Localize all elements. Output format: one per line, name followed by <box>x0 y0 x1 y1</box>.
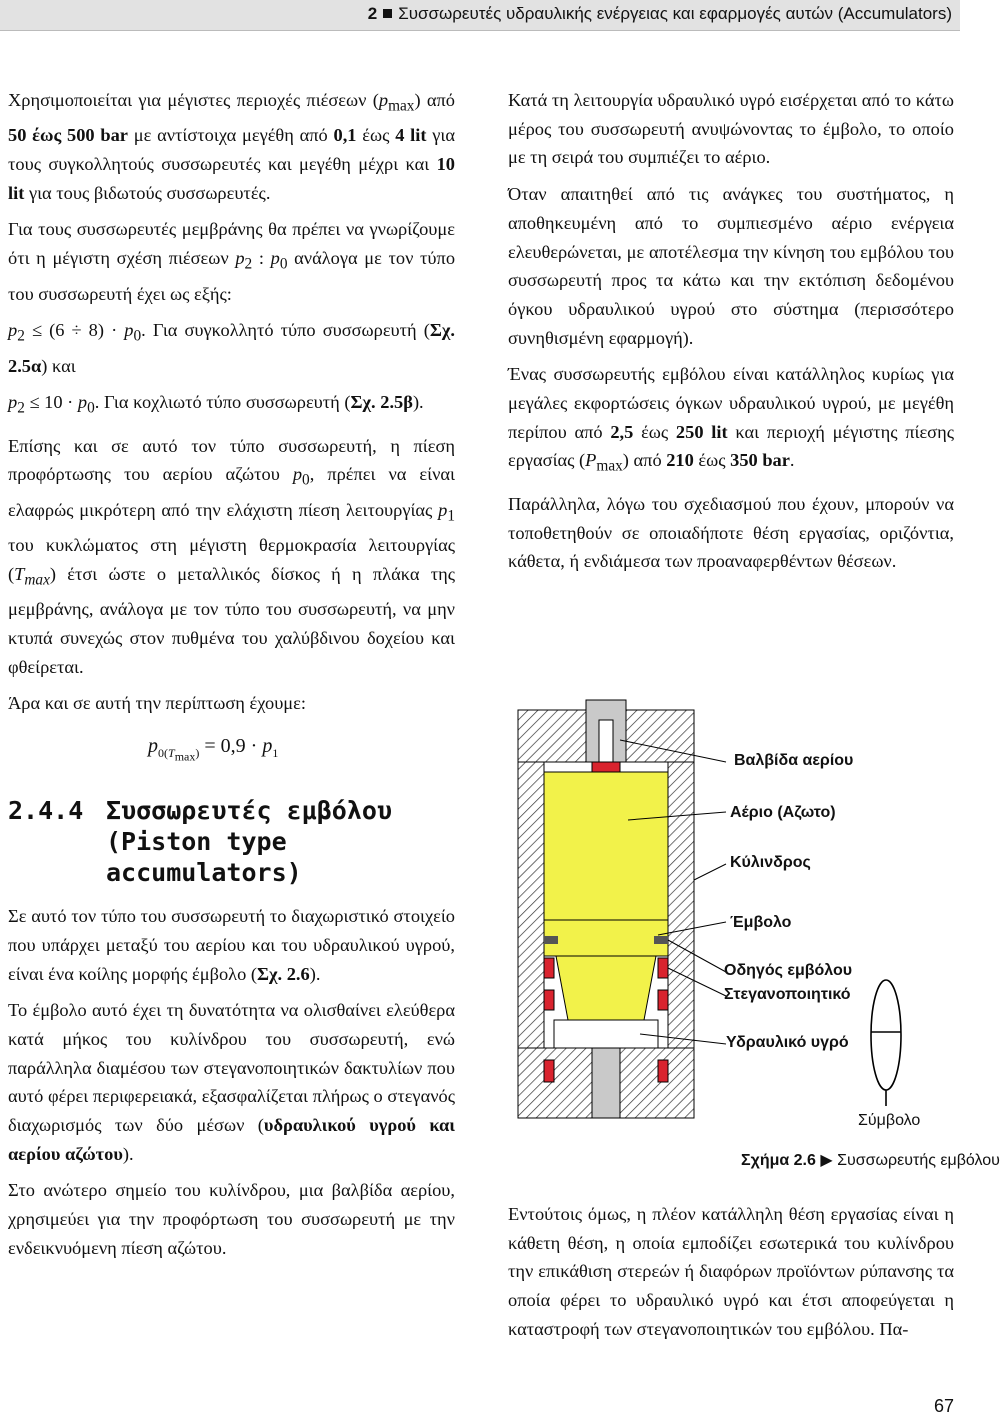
section-heading <box>8 795 455 888</box>
paragraph: Επίσης και σε αυτό τον τύπο συσσωρευτή, η πίεση προφόρτωσης του αερίου αζώτου $p_0$, πρέπει να είναι ελαφρώς μικρότερη από την ελάχιστη πίεση λειτουργίας $p_1$ του κυκλώματος στη μέγιστη θερμοκρασία λειτουργίας $(T_{max})$ έτσι ώστε ο μεταλλικός δίσκος ή η πλάκα της μεμβράνης, ανάλογα με τον τύπο του συσσωρευτή, να μην κτυπά συνεχώς στον πυθμένα του χαλύβδινου δοχείου και φθείρεται. <box>8 435 455 677</box>
piston-seal <box>658 958 668 978</box>
header-title <box>368 4 952 24</box>
paragraph: Ένας συσσωρευτής εμβόλου είναι κατάλληλος κυρίως για μεγάλες εκφορτώσεις όγκων υδραυλικού υγρού, με μεγέθη περίπου από 2,5 έως 250 lit και περιοχή μέγιστης πίεσης εργασίας $(P_{max})$ από 210 έως 350 bar. <box>508 364 954 476</box>
paragraph: Παράλληλα, λόγω του σχεδιασμού που έχουν, μπορούν να τοποθετηθούν σε οποιαδήποτε θέση εργασίας, οριζόντια, κάθετα, ή ενδιάμεσα των προαναφερθέντων θέσεων. <box>508 493 954 572</box>
section-title: Συσσωρευτές εμβόλου (Piston type accumulators) <box>106 796 392 888</box>
paragraph: $p_2 \le (6 \div 8) \cdot p_0$. Για συγκολλητό τύπο συσσωρευτή (Σχ. 2.5α) και <box>8 320 455 376</box>
label-piston-guide: Οδηγός εμβόλου <box>724 962 853 979</box>
figure-piston-accumulator <box>508 700 1000 1180</box>
chapter-title: Συσσωρευτές υδραυλικής ενέργειας και εφαρμογές αυτών (Accumulators) <box>398 4 952 23</box>
piston-body <box>544 920 668 956</box>
paragraph: Για τους συσσωρευτές μεμβράνης θα πρέπει να γνωρίζουμε ότι η μέγιστη σχέση πιέσεων $p_2$ : $p_0$ ανάλογα με τον τύπο του συσσωρευτή έχει ως εξής: <box>8 219 456 304</box>
page-number: 67 <box>933 1396 954 1416</box>
page-header <box>0 0 960 31</box>
caption-text: Συσσωρευτής εμβόλου <box>837 1152 1000 1169</box>
label-symbol: Σύμβολο <box>858 1112 921 1129</box>
label-piston: Έμβολο <box>730 914 792 931</box>
figure-caption <box>741 1150 1000 1170</box>
piston-seal <box>544 990 554 1010</box>
paragraph: Άρα και σε αυτή την περίπτωση έχουμε: <box>8 693 306 714</box>
paragraph: $p_2 \le 10 \cdot p_0$. Για κοχλιωτό τύπο συσσωρευτή (Σχ. 2.5β). <box>8 392 424 418</box>
label-gas-valve: Βαλβίδα αερίου <box>734 752 854 769</box>
chapter-number: 2 <box>367 4 378 23</box>
bottom-seal <box>658 1060 668 1082</box>
paragraph: Σε αυτό τον τύπο του συσσωρευτή το διαχωριστικό στοιχείο που υπάρχει μεταξύ του αερίου και του υδραυλικού υγρού, είναι ένα κοίλης μορφής έμβολο (Σχ. 2.6). <box>8 906 455 984</box>
valve-seat <box>592 762 620 772</box>
paragraph: Στο ανώτερο σημείο του κυλίνδρου, μια βαλβίδα αερίου, χρησιμεύει για την προφόρτωση του συσσωρευτή με την ενδεικνυόμενη πίεση αζώτου. <box>8 1180 455 1258</box>
bottom-port <box>592 1048 620 1118</box>
formula: $p_{0(T_{max})} = 0,9 \cdot p_1$ <box>148 735 279 764</box>
section-number: 2.4.4 <box>8 796 84 826</box>
caption-number: Σχήμα 2.6 <box>741 1152 816 1169</box>
right-column <box>508 86 954 584</box>
caption-arrow-icon: ▶ <box>820 1152 833 1169</box>
paragraph: Το έμβολο αυτό έχει τη δυνατότητα να ολισθαίνει ελεύθερα κατά μήκος του κυλίνδρου του συσσωρευτή, ενώ παράλληλα διαμέσου των στεγανοποιητικών δακτυλίων που αυτό φέρει περιφερειακά, εξασφαλίζεται πλήρως ο στεγανός διαχωρισμός των δύο μέσων (υδραυλικού υγρού και αερίου αζώτου). <box>8 1000 455 1164</box>
piston-guide-ring <box>544 936 558 944</box>
right-column-bottom <box>508 1200 954 1352</box>
paragraph: Εντούτοις όμως, η πλέον κατάλληλη θέση εργασίας είναι η κάθετη θέση, η οποία εμποδίζει εσωτερικά του κυλίνδρου την επικάθιση στερεών ή διαφόρων προϊόντων ρύπανσης τα οποία φέρει το υδραυλικό υγρό και έτσι αποφεύγεται η καταστροφή των στεγανοποιητικών του εμβόλου. Πα- <box>508 1204 954 1339</box>
gas-chamber <box>544 772 668 920</box>
piston-cavity <box>556 956 656 1020</box>
bottom-seal <box>544 1060 554 1082</box>
accumulator-symbol <box>871 980 901 1106</box>
label-cylinder: Κύλινδρος <box>730 854 811 871</box>
leader-line <box>694 864 726 880</box>
accumulator-drawing <box>508 700 954 1180</box>
paragraph: Χρησιμοποιείται για μέγιστες περιοχές πιέσεων $(p_{max})$ από 50 έως 500 bar με αντίστοιχα μεγέθη από 0,1 έως 4 lit για τους συγκολλητούς συσσωρευτές και μεγέθη μέχρι και 10 lit για τους βιδωτούς συσσωρευτές. <box>8 90 456 203</box>
paragraph: Κατά τη λειτουργία υδραυλικό υγρό εισέρχεται από το κάτω μέρος του συσσωρευτή ανυψώνοντας το έμβολο, το οποίο με τη σειρά του συμπιέζει το αέριο. <box>508 90 954 168</box>
piston-seal <box>658 990 668 1010</box>
valve-stem <box>599 720 613 764</box>
piston-guide-ring <box>654 936 668 944</box>
piston-seal <box>544 958 554 978</box>
label-seal: Στεγανοποιητικό <box>724 986 851 1003</box>
label-gas: Αέριο (Αζωτο) <box>730 804 836 821</box>
left-column <box>8 86 455 1271</box>
label-hydraulic-fluid: Υδραυλικό υγρό <box>726 1034 849 1051</box>
paragraph: Όταν απαιτηθεί από τις ανάγκες του συστήματος, η αποθηκευμένη από το συμπιεσμένο αέριο ενέργεια ελευθερώνεται, με αποτέλεσμα την κίνηση του εμβόλου του συσσωρευτή προς τα κάτω και την εκτόπιση δεδομένου όγκου υδραυλικού υγρού στο σύστημα (περισσότερο συνηθισμένη εφαρμογή). <box>508 184 954 348</box>
square-bullet-icon <box>383 9 392 18</box>
